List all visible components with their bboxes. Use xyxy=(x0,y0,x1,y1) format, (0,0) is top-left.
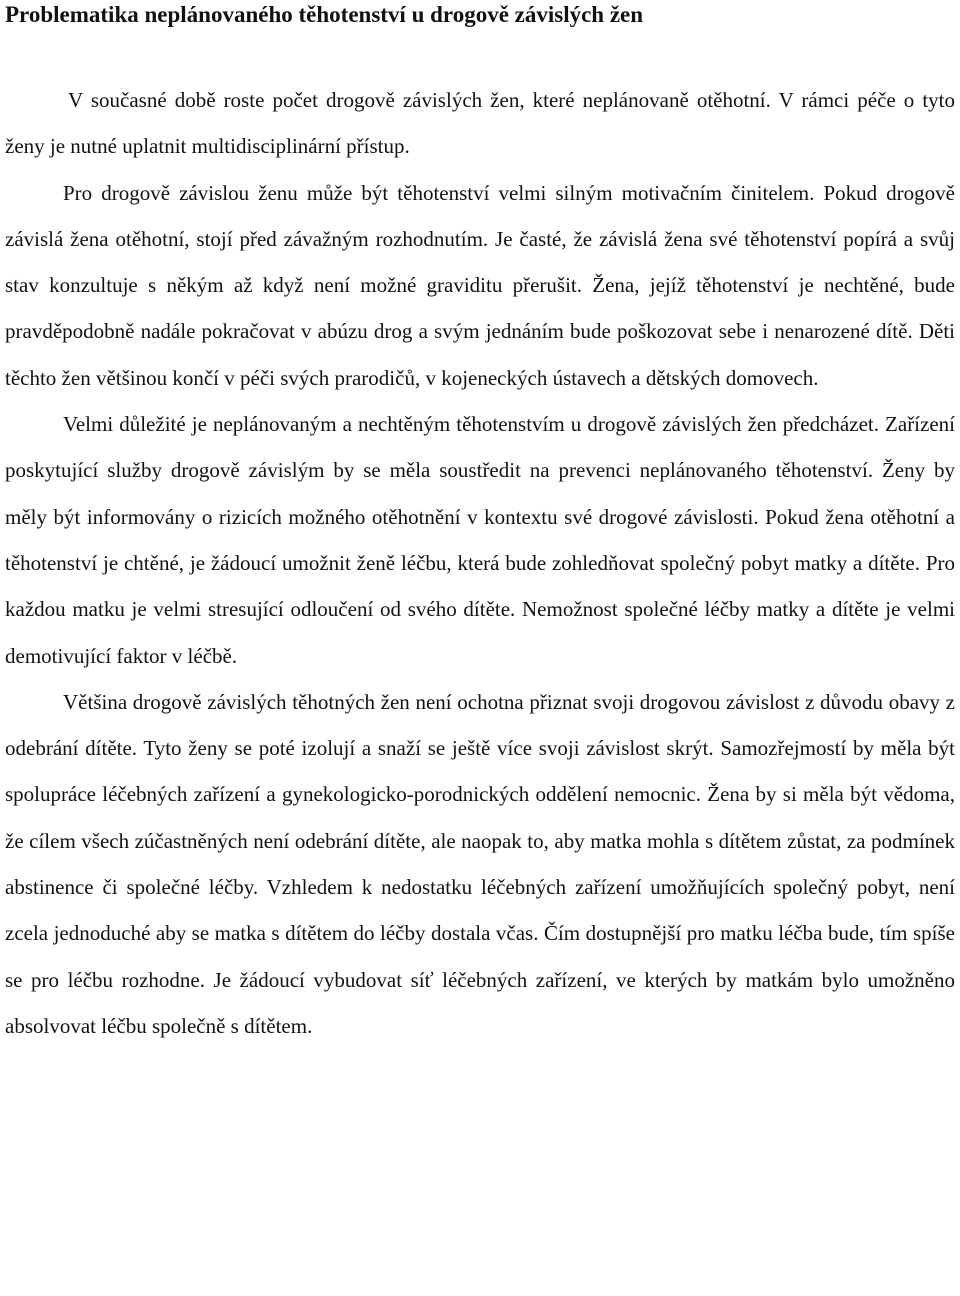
document-page xyxy=(5,0,955,1049)
paragraph-3: Velmi důležité je neplánovaným a nechtěným těhotenstvím u drogově závislých žen předcházet. Zařízení poskytující služby drogově závislým by se měla soustředit na prevenci neplánovaného těhotenství. Ženy by měly být informovány o rizicích možného otěhotnění v kontextu své drogové závislosti. Pokud žena otěhotní a těhotenství je chtěné, je žádoucí umožnit ženě léčbu, která bude zohledňovat společný pobyt matky a dítěte. Pro každou matku je velmi stresující odloučení od svého dítěte. Nemožnost společné léčby matky a dítěte je velmi demotivující faktor v léčbě. xyxy=(5,412,955,668)
document-title: Problematika neplánovaného těhotenství u drogově závislých žen xyxy=(5,2,644,27)
paragraph-4: Většina drogově závislých těhotných žen není ochotna přiznat svoji drogovou závislost z důvodu obavy z odebrání dítěte. Tyto ženy se poté izolují a snaží se ještě více svoji závislost skrýt. Samozřejmostí by měla být spolupráce léčebných zařízení a gynekologicko-porodnických oddělení nemocnic. Žena by si měla být vědoma, že cílem všech zúčastněných není odebrání dítěte, ale naopak to, aby matka mohla s dítětem zůstat, za podmínek abstinence či společné léčby. Vzhledem k nedostatku léčebných zařízení umožňujících společný pobyt, není zcela jednoduché aby se matka s dítětem do léčby dostala včas. Čím dostupnější pro matku léčba bude, tím spíše se pro léčbu rozhodne. Je žádoucí vybudovat síť léčebných zařízení, ve kterých by matkám bylo umožněno absolvovat léčbu společně s dítětem. xyxy=(5,689,955,1038)
paragraph-2: Pro drogově závislou ženu může být těhotenství velmi silným motivačním činitelem. Pokud drogově závislá žena otěhotní, stojí před závažným rozhodnutím. Je časté, že závislá žena své těhotenství popírá a svůj stav konzultuje s někým až když není možné graviditu přerušit. Žena, jejíž těhotenství je nechtěné, bude pravděpodobně nadále pokračovat v abúzu drog a svým jednáním bude poškozovat sebe i nenarozené dítě. Děti těchto žen většinou končí v péči svých prarodičů, v kojeneckých ústavech a dětských domovech. xyxy=(5,180,955,390)
paragraph-1: V současné době roste počet drogově závislých žen, které neplánovaně otěhotní. V rámci péče o tyto ženy je nutné uplatnit multidisciplinární přístup. xyxy=(5,88,955,159)
